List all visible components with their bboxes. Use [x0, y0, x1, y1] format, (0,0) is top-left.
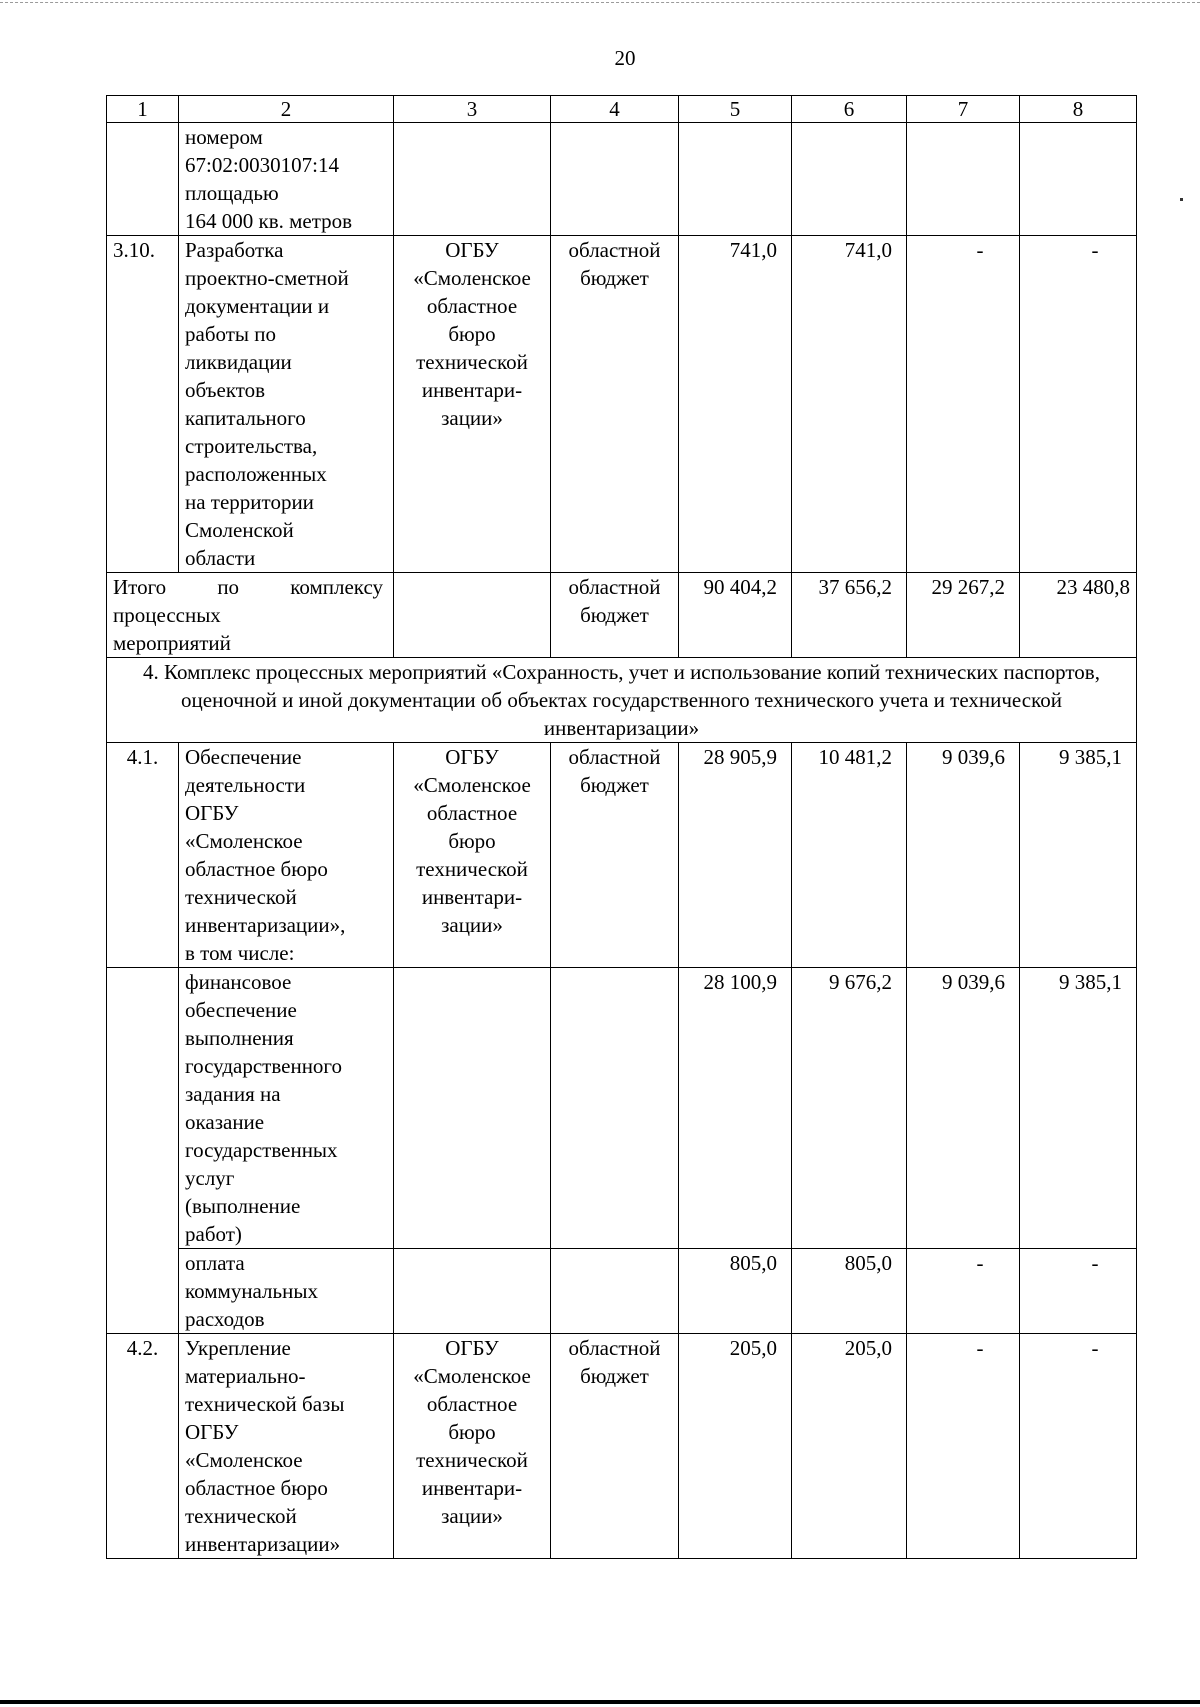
measure-name-cell — [179, 236, 394, 573]
text-line: технической — [185, 1504, 297, 1528]
measure-name-cell — [179, 123, 394, 236]
value-cell-year2: - — [907, 1334, 1020, 1559]
text-line: бюджет — [580, 603, 649, 627]
text-line: «Смоленское — [185, 829, 303, 853]
text-line: площадью — [185, 181, 279, 205]
value-cell-year3: - — [1020, 1334, 1137, 1559]
text-line: области — [185, 546, 256, 570]
text-line: коммунальных — [185, 1279, 318, 1303]
value-cell-year2: - — [907, 1249, 1020, 1334]
row-number-cell: 3.10. — [107, 236, 179, 573]
header-cell: 1 — [107, 96, 179, 123]
text-line: обеспечение — [185, 998, 297, 1022]
row-number-cell: 4.2. — [107, 1334, 179, 1559]
funding-source-cell — [551, 743, 679, 968]
text-line: бюджет — [580, 1364, 649, 1388]
table-row — [107, 1249, 1137, 1334]
value-cell-total: 90 404,2 — [679, 573, 792, 658]
funding-source-cell — [551, 1334, 679, 1559]
text-line: областной — [568, 1336, 661, 1360]
text-line: процессных — [113, 603, 221, 627]
text-line: на территории — [185, 490, 314, 514]
text-line: ликвидации — [185, 350, 292, 374]
text-line: документации и — [185, 294, 330, 318]
measure-name-cell — [179, 968, 394, 1249]
text-line: «Смоленское — [413, 1364, 531, 1388]
text-line: проектно-сметной — [185, 266, 349, 290]
scan-bottom-edge — [0, 1700, 1200, 1704]
page-number: 20 — [614, 46, 636, 70]
value-cell-year1: 10 481,2 — [792, 743, 907, 968]
text-line: областное бюро — [185, 857, 328, 881]
table-row — [107, 1334, 1137, 1559]
value-cell-year3: - — [1020, 1249, 1137, 1334]
text-line: бюро — [448, 829, 496, 853]
text-line: зации» — [441, 913, 503, 937]
value-cell-year2: 9 039,6 — [907, 743, 1020, 968]
scan-mark — [1180, 198, 1183, 201]
text-line: Разработка — [185, 238, 284, 262]
header-cell: 5 — [679, 96, 792, 123]
value-cell — [792, 123, 907, 236]
executor-cell — [394, 1334, 551, 1559]
value-cell — [1020, 123, 1137, 236]
section-row — [107, 658, 1137, 743]
funding-source-cell — [551, 968, 679, 1249]
text-line: технической базы — [185, 1392, 345, 1416]
total-label-cell — [107, 573, 394, 658]
text-line: услуг — [185, 1166, 235, 1190]
value-cell-year3: - — [1020, 236, 1137, 573]
executor-cell — [394, 123, 551, 236]
value-cell-year1: 37 656,2 — [792, 573, 907, 658]
table-row — [107, 123, 1137, 236]
text-line: Итого по комплексу — [113, 575, 383, 599]
text-line: мероприятий — [113, 631, 231, 655]
measure-name-cell — [179, 1249, 394, 1334]
value-cell — [679, 123, 792, 236]
measure-name-cell — [179, 743, 394, 968]
row-number-cell: 4.1. — [107, 743, 179, 968]
header-cell: 8 — [1020, 96, 1137, 123]
value-cell-year1: 741,0 — [792, 236, 907, 573]
text-line: «Смоленское — [185, 1448, 303, 1472]
row-number-cell — [107, 123, 179, 236]
text-line: инвентари- — [421, 378, 523, 402]
text-line: технической — [416, 857, 528, 881]
table-row — [107, 236, 1137, 573]
text-line: ОГБУ — [185, 1420, 239, 1444]
value-cell-total: 28 100,9 — [679, 968, 792, 1249]
text-line: «Смоленское — [413, 773, 531, 797]
text-line: расположенных — [185, 462, 327, 486]
text-line: технической — [416, 1448, 528, 1472]
value-cell — [907, 123, 1020, 236]
text-line: расходов — [185, 1307, 265, 1331]
value-cell-total: 28 905,9 — [679, 743, 792, 968]
value-cell-year2: 29 267,2 — [907, 573, 1020, 658]
text-line: в том числе: — [185, 941, 295, 965]
text-line: инвентари- — [421, 1476, 523, 1500]
header-cell: 3 — [394, 96, 551, 123]
header-cell: 6 — [792, 96, 907, 123]
text-line: бюджет — [580, 266, 649, 290]
text-line: технической — [416, 350, 528, 374]
text-line: ОГБУ — [185, 801, 239, 825]
text-line: областное бюро — [185, 1476, 328, 1500]
text-line: 67:02:0030107:14 — [185, 153, 340, 177]
value-cell-year3: 23 480,8 — [1020, 573, 1137, 658]
value-cell-year1: 205,0 — [792, 1334, 907, 1559]
value-cell-year1: 805,0 — [792, 1249, 907, 1334]
text-line: бюро — [448, 322, 496, 346]
value-cell-year3: 9 385,1 — [1020, 968, 1137, 1249]
text-line: государственного — [185, 1054, 343, 1078]
text-line: «Смоленское — [413, 266, 531, 290]
text-line: областной — [568, 238, 661, 262]
executor-cell — [394, 573, 551, 658]
text-line: областное — [426, 1392, 518, 1416]
text-line: материально- — [185, 1364, 306, 1388]
text-line: (выполнение — [185, 1194, 301, 1218]
text-line: оказание — [185, 1110, 265, 1134]
executor-cell — [394, 1249, 551, 1334]
value-cell-total: 205,0 — [679, 1334, 792, 1559]
header-cell: 4 — [551, 96, 679, 123]
funding-source-cell — [551, 123, 679, 236]
scan-top-edge — [0, 2, 1200, 3]
text-line: выполнения — [185, 1026, 294, 1050]
text-line: бюро — [448, 1420, 496, 1444]
table-row — [107, 743, 1137, 968]
text-line: оплата — [185, 1251, 245, 1275]
text-line: государственных — [185, 1138, 338, 1162]
text-line: задания на — [185, 1082, 281, 1106]
funding-source-cell — [551, 1249, 679, 1334]
total-row — [107, 573, 1137, 658]
measure-name-cell — [179, 1334, 394, 1559]
text-line: областной — [568, 745, 661, 769]
value-cell-year2: - — [907, 236, 1020, 573]
text-line: инвентаризации», — [185, 913, 346, 937]
value-cell-total: 805,0 — [679, 1249, 792, 1334]
text-line: объектов — [185, 378, 266, 402]
text-line: номером — [185, 125, 263, 149]
text-line: ОГБУ — [445, 238, 499, 262]
executor-cell — [394, 236, 551, 573]
section-title: 4. Комплекс процессных мероприятий «Сохранность, учет и использование копий технических паспортов, оценочной и иной документации об объектах государственного технического учета и технической инвентаризации» — [107, 658, 1137, 743]
text-line: зации» — [441, 1504, 503, 1528]
text-line: инвентари- — [421, 885, 523, 909]
value-cell-year1: 9 676,2 — [792, 968, 907, 1249]
text-line: областной — [568, 575, 661, 599]
header-cell: 2 — [179, 96, 394, 123]
value-cell-year3: 9 385,1 — [1020, 743, 1137, 968]
text-line: ОГБУ — [445, 745, 499, 769]
funding-source-cell — [551, 573, 679, 658]
text-line: финансовое — [185, 970, 292, 994]
table-row — [107, 968, 1137, 1249]
text-line: ОГБУ — [445, 1336, 499, 1360]
executor-cell — [394, 743, 551, 968]
funding-source-cell — [551, 236, 679, 573]
header-cell: 7 — [907, 96, 1020, 123]
text-line: Обеспечение — [185, 745, 302, 769]
executor-cell — [394, 968, 551, 1249]
text-line: строительства, — [185, 434, 318, 458]
text-line: Смоленской — [185, 518, 294, 542]
text-line: работы по — [185, 322, 277, 346]
budget-table — [106, 95, 1137, 1559]
header-row — [107, 96, 1137, 123]
text-line: Укрепление — [185, 1336, 291, 1360]
text-line: работ) — [185, 1222, 242, 1246]
text-line: деятельности — [185, 773, 306, 797]
text-line: технической — [185, 885, 297, 909]
text-line: инвентаризации» — [185, 1532, 341, 1556]
text-line: зации» — [441, 406, 503, 430]
value-cell-total: 741,0 — [679, 236, 792, 573]
row-number-cell — [107, 968, 179, 1334]
text-line: бюджет — [580, 773, 649, 797]
text-line: 164 000 кв. метров — [185, 209, 353, 233]
value-cell-year2: 9 039,6 — [907, 968, 1020, 1249]
text-line: капитального — [185, 406, 306, 430]
text-line: областное — [426, 801, 518, 825]
text-line: областное — [426, 294, 518, 318]
